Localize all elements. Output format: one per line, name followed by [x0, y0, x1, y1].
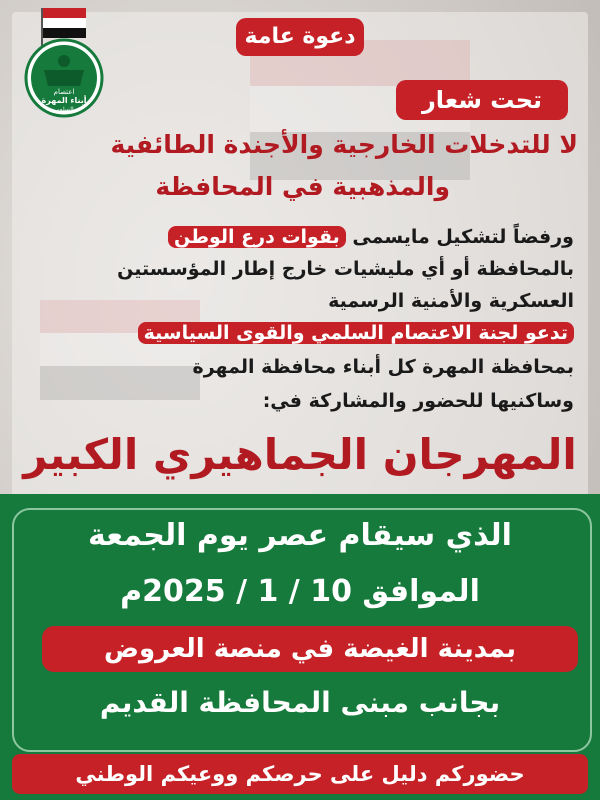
highlight-badge: بقوات درع الوطن	[168, 226, 346, 248]
event-time: الذي سيقام عصر يوم الجمعة	[88, 518, 512, 553]
slogan-label-badge: تحت شعار	[396, 80, 568, 120]
body-text: ورفضاً لتشكيل مايسمى	[352, 226, 574, 248]
logo-text: أبناء المهرة	[41, 96, 87, 105]
highlight-badge: تدعو لجنة الاعتصام السلمي والقوى السياسية	[138, 322, 574, 344]
body-line-4	[138, 322, 574, 344]
body-line-2: بالمحافظة أو أي مليشيات خارج إطار المؤسستين	[117, 258, 574, 280]
body-line-1	[168, 226, 574, 248]
mahra-sit-in-logo	[22, 6, 106, 118]
slogan-line-2: والمذهبية في المحافظة	[155, 172, 450, 201]
event-landmark: بجانب مبنى المحافظة القديم	[99, 686, 501, 719]
footer-message: حضوركم دليل على حرصكم ووعيكم الوطني	[12, 754, 588, 794]
event-location: بمدينة الغيضة في منصة العروض	[42, 626, 578, 672]
slogan-line-1: لا للتدخلات الخارجية والأجندة الطائفية	[110, 130, 578, 159]
body-line-5: بمحافظة المهرة كل أبناء محافظة المهرة	[192, 356, 574, 378]
body-line-6: وساكنيها للحضور والمشاركة في:	[262, 390, 574, 412]
logo-text: اعتصام	[53, 88, 75, 96]
event-title: المهرجان الجماهيري الكبير	[23, 430, 577, 479]
body-line-3: العسكرية والأمنية الرسمية	[328, 290, 574, 312]
event-date: الموافق 10 / 1 / 2025م	[120, 574, 480, 609]
logo-text: السلمي	[54, 106, 74, 113]
general-invitation-badge: دعوة عامة	[236, 18, 364, 56]
